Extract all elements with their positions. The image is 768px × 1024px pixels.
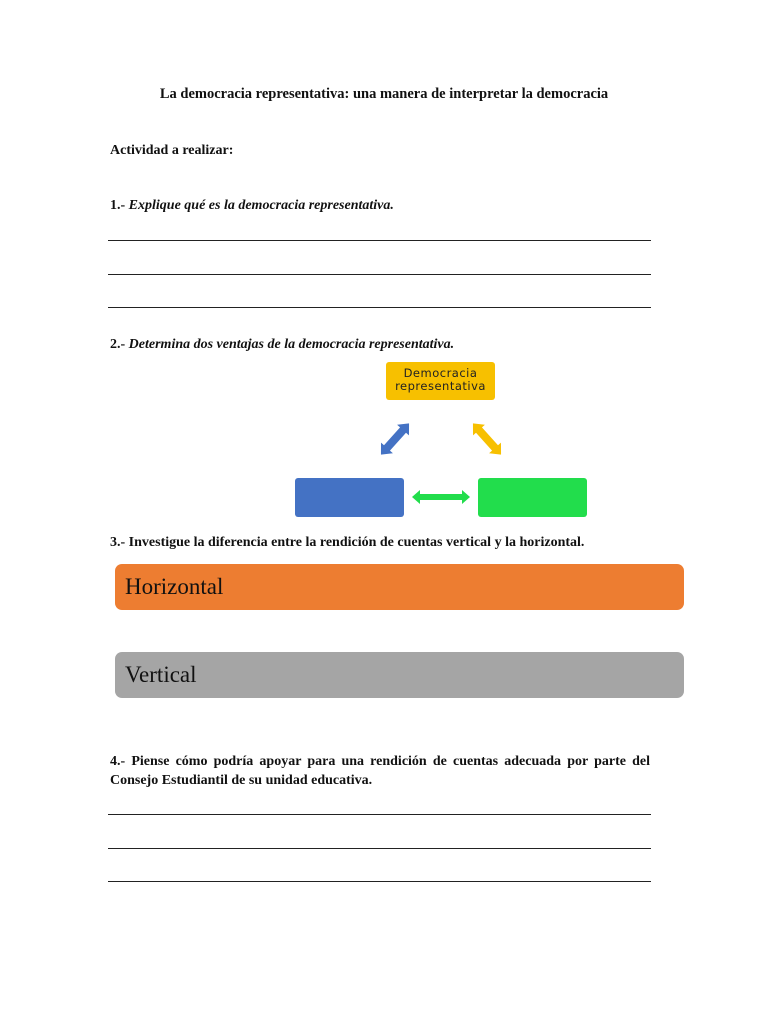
- vertical-label: Vertical: [125, 662, 197, 687]
- horizontal-label: Horizontal: [125, 574, 224, 599]
- question-2-number: 2.-: [110, 337, 126, 352]
- question-1-number: 1.-: [110, 198, 126, 213]
- question-2-text: Determina dos ventajas de la democracia representativa.: [128, 337, 455, 352]
- answer-line[interactable]: [108, 881, 651, 882]
- question-4: [110, 752, 650, 790]
- question-3-text: Investigue la diferencia entre la rendición de cuentas vertical y la horizontal.: [128, 535, 585, 550]
- question-3: [110, 535, 584, 551]
- diagram-center-line1: Democracia: [403, 366, 478, 380]
- diagram-center-line2: representativa: [395, 379, 486, 393]
- vertical-bar[interactable]: [115, 652, 684, 698]
- activity-label: Actividad a realizar:: [110, 143, 234, 158]
- answer-line[interactable]: [108, 848, 651, 849]
- page-title: La democracia representativa: una manera de interpretar la democracia: [159, 86, 609, 102]
- bottom-double-arrow-icon: [412, 490, 470, 504]
- question-4-number: 4.-: [110, 754, 126, 769]
- horizontal-bar[interactable]: [115, 564, 684, 610]
- answer-line[interactable]: [108, 814, 651, 815]
- question-1-text: Explique qué es la democracia representativa.: [128, 198, 394, 213]
- question-3-number: 3.-: [110, 535, 126, 550]
- question-4-text: Piense cómo podría apoyar para una rendición de cuentas adecuada por parte del Consejo Estudiantil de su unidad educativa.: [110, 754, 650, 788]
- right-double-arrow-icon: [467, 418, 507, 460]
- left-double-arrow-icon: [375, 418, 415, 460]
